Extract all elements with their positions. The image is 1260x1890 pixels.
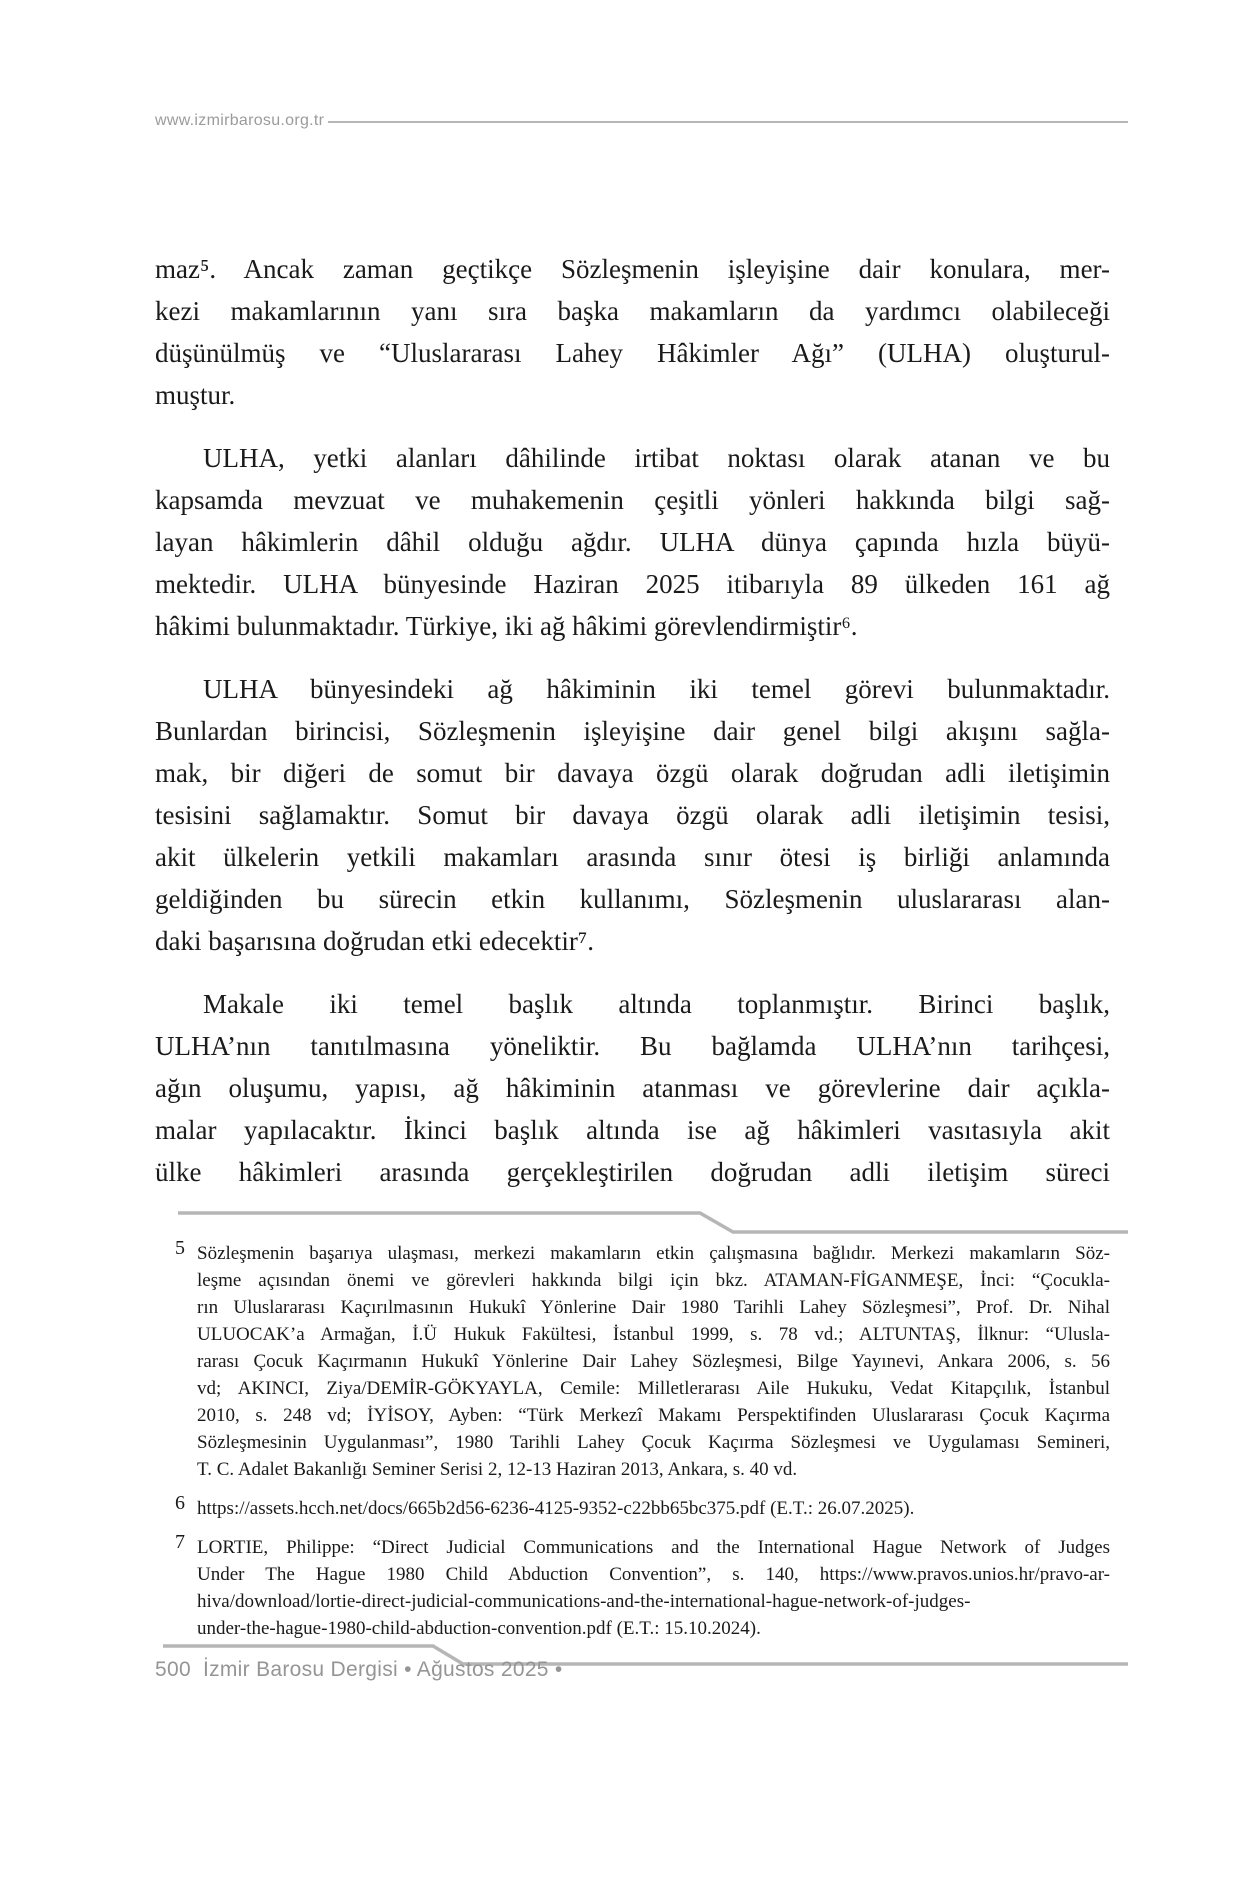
- text-line: 2010, s. 248 vd; İYİSOY, Ayben: “Türk Merkezî Makamı Perspektifinden Uluslararası Çocuk Kaçırma: [197, 1405, 1110, 1426]
- footnote-number: 7: [175, 1531, 185, 1553]
- article-body: [155, 248, 1110, 1214]
- paragraph: [155, 248, 1110, 416]
- text-line: T. C. Adalet Bakanlığı Seminer Serisi 2, 12-13 Haziran 2013, Ankara, s. 40 vd.: [197, 1459, 798, 1480]
- footnote-text: [197, 1534, 1110, 1642]
- footnote-number: 5: [175, 1237, 185, 1259]
- text-line: maz⁵. Ancak zaman geçtikçe Sözleşmenin işleyişine dair konulara, mer-: [155, 254, 1110, 284]
- footnote-separator-rule: [155, 1210, 1128, 1236]
- text-line: malar yapılacaktır. İkinci başlık altında ise ağ hâkimleri vasıtasıyla akit: [155, 1115, 1110, 1145]
- text-line: daki başarısına doğrudan etki edecektir⁷.: [155, 926, 595, 956]
- text-line: geldiğinden bu sürecin etkin kullanımı, Sözleşmenin uluslararası alan-: [155, 884, 1110, 914]
- text-line: ULHA’nın tanıtılmasına yöneliktir. Bu bağlamda ULHA’nın tarihçesi,: [155, 1031, 1110, 1061]
- text-line: Sözleşmenin başarıya ulaşması, merkezi makamların etkin çalışmasına bağlıdır. Merkezi makamların Söz-: [197, 1243, 1110, 1264]
- text-line: under-the-hague-1980-child-abduction-convention.pdf (E.T.: 15.10.2024).: [197, 1618, 761, 1639]
- paragraph: [155, 437, 1110, 647]
- text-line: layan hâkimlerin dâhil olduğu ağdır. ULHA dünya çapında hızla büyü-: [155, 527, 1110, 557]
- text-line: mektedir. ULHA bünyesinde Haziran 2025 itibarıyla 89 ülkeden 161 ağ: [155, 569, 1110, 599]
- text-line: Sözleşmesinin Uygulanması”, 1980 Tarihli Lahey Çocuk Kaçırma Sözleşmesi ve Uygulaması Semineri,: [197, 1432, 1110, 1453]
- text-line: akit ülkelerin yetkili makamları arasında sınır ötesi iş birliği anlamında: [155, 842, 1110, 872]
- text-line: tesisini sağlamaktır. Somut bir davaya özgü olarak adli iletişimin tesisi,: [155, 800, 1110, 830]
- text-line: vd; AKINCI, Ziya/DEMİR-GÖKYAYLA, Cemile: Milletlerarası Aile Hukuku, Vedat Kitapçılık, İstanbul: [197, 1378, 1110, 1399]
- footnote-7: [155, 1531, 1110, 1642]
- footnote-number: 6: [175, 1492, 185, 1514]
- text-line: https://assets.hcch.net/docs/665b2d56-6236-4125-9352-c22bb65bc375.pdf (E.T.: 26.07.2025).: [197, 1498, 915, 1519]
- text-line: mak, bir diğeri de somut bir davaya özgü olarak doğrudan adli iletişimin: [155, 758, 1110, 788]
- journal-name: İzmir Barosu Dergisi • Ağustos 2025 •: [202, 1658, 563, 1681]
- header-url: www.izmirbarosu.org.tr: [155, 112, 325, 129]
- text-line: ağın oluşumu, yapısı, ağ hâkiminin atanması ve görevlerine dair açıkla-: [155, 1073, 1110, 1103]
- footnote-6: [155, 1492, 1110, 1522]
- text-line: rın Uluslararası Kaçırılmasının Hukukî Yönlerine Dair 1980 Tarihli Lahey Sözleşmesi”, Prof. Dr. Nihal: [197, 1297, 1110, 1318]
- text-line: ULHA bünyesindeki ağ hâkiminin iki temel görevi bulunmaktadır.: [203, 674, 1110, 704]
- footnote-text: [197, 1240, 1110, 1483]
- footnotes-section: [155, 1237, 1110, 1654]
- text-line: kezi makamlarının yanı sıra başka makamların da yardımcı olabileceği: [155, 296, 1110, 326]
- paragraph: [155, 983, 1110, 1193]
- page-footer: [155, 1658, 563, 1682]
- text-line: hâkimi bulunmaktadır. Türkiye, iki ağ hâkimi görevlendirmiştir⁶.: [155, 611, 858, 641]
- text-line: ülke hâkimleri arasında gerçekleştirilen doğrudan adli iletişim süreci: [155, 1157, 1110, 1187]
- text-line: hiva/download/lortie-direct-judicial-communications-and-the-international-hague-network-of-judges-: [197, 1591, 971, 1612]
- text-line: ULHA, yetki alanları dâhilinde irtibat noktası olarak atanan ve bu: [203, 443, 1110, 473]
- page-header: [155, 112, 1128, 130]
- text-line: kapsamda mevzuat ve muhakemenin çeşitli yönleri hakkında bilgi sağ-: [155, 485, 1110, 515]
- text-line: düşünülmüş ve “Uluslararası Lahey Hâkimler Ağı” (ULHA) oluşturul-: [155, 338, 1110, 368]
- text-line: leşme açısından önemi ve görevleri hakkında bilgi için bkz. ATAMAN-FİGANMEŞE, İnci: “Çocukla-: [197, 1270, 1110, 1291]
- text-line: Under The Hague 1980 Child Abduction Convention”, s. 140, https://www.pravos.unios.hr/pravo-ar-: [197, 1564, 1110, 1585]
- paragraph: [155, 668, 1110, 962]
- header-rule: [328, 121, 1128, 123]
- text-line: Bunlardan birincisi, Sözleşmenin işleyişine dair genel bilgi akışını sağla-: [155, 716, 1110, 746]
- text-line: Makale iki temel başlık altında toplanmıştır. Birinci başlık,: [203, 989, 1110, 1019]
- text-line: LORTIE, Philippe: “Direct Judicial Communications and the International Hague Network of Judges: [197, 1537, 1110, 1558]
- text-line: ULUOCAK’a Armağan, İ.Ü Hukuk Fakültesi, İstanbul 1999, s. 78 vd.; ALTUNTAŞ, İlknur: “Ulusla-: [197, 1324, 1110, 1345]
- text-line: rarası Çocuk Kaçırmanın Hukukî Yönlerine Dair Lahey Sözleşmesi, Bilge Yayınevi, Ankara 2006, s. 56: [197, 1351, 1110, 1372]
- footnote-5: [155, 1237, 1110, 1483]
- text-line: muştur.: [155, 380, 236, 410]
- page-number: 500: [155, 1658, 191, 1681]
- footnote-text: [197, 1495, 1110, 1522]
